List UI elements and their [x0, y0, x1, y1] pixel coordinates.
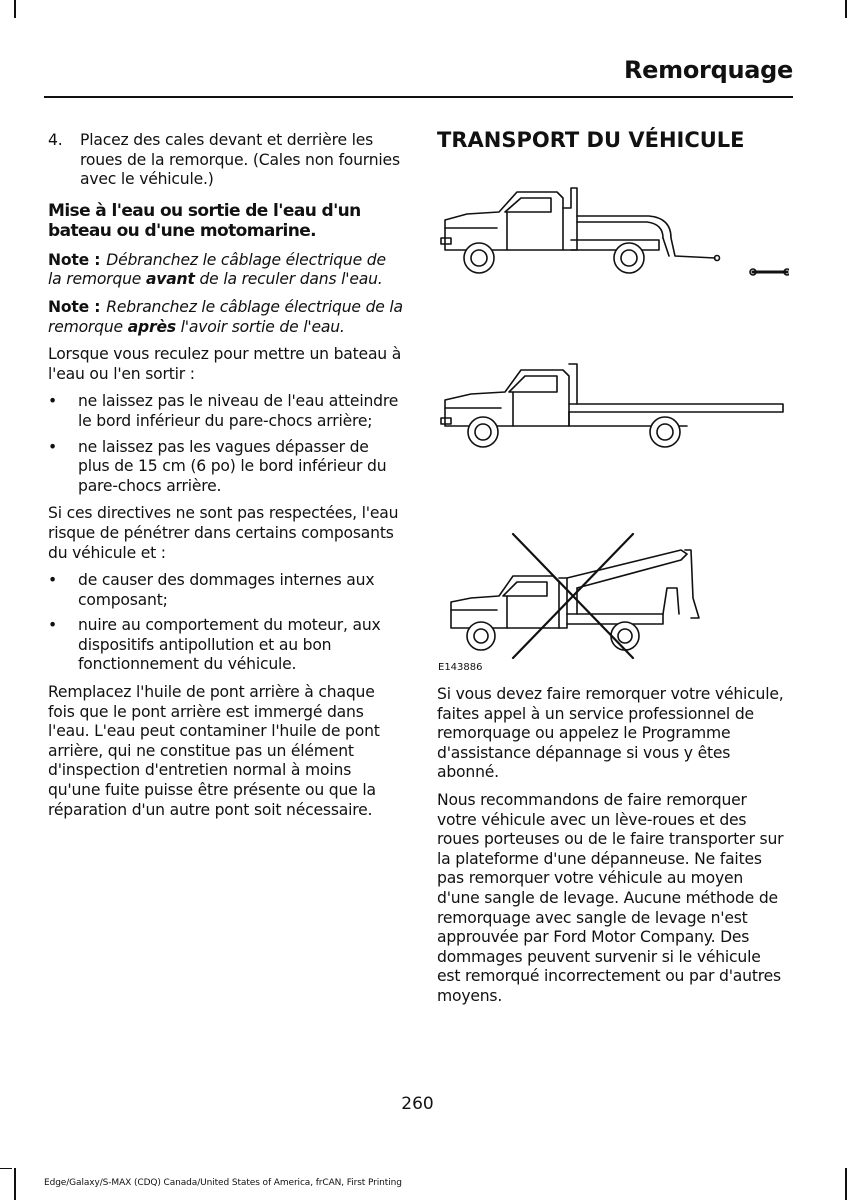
note — [48, 298, 403, 337]
right-column-text — [437, 685, 787, 1015]
list-item — [48, 392, 403, 431]
right-column — [437, 128, 787, 152]
header-rule — [44, 96, 793, 98]
section-heading: TRANSPORT DU VÉHICULE — [437, 128, 745, 152]
crop-mark — [845, 1168, 847, 1200]
note-emphasis: avant — [145, 270, 195, 289]
crop-mark — [845, 0, 847, 18]
left-column — [48, 131, 403, 828]
sling-tow-truck-icon — [451, 534, 699, 658]
list-item-text: ne laissez pas les vagues dépasser de plus de 15 cm (6 po) le bord inférieur du pare-chocs arrière. — [78, 437, 387, 495]
figure-id: E143886 — [438, 662, 483, 673]
list-item — [48, 616, 403, 675]
step-number: 4. — [48, 131, 63, 149]
paragraph: Nous recommandons de faire remorquer votre véhicule avec un lève-roues et des roues porteuses ou de le faire transporter sur la plateforme d'une dépanneuse. Ne faites pas remorquer votre véhicule au moyen d'une sangle de levage. Aucune méthode de remorquage avec sangle de levage n'est approuvée par Ford Motor Company. Des dommages peuvent survenir si le véhicule est remorqué incorrectement ou par d'autres moyens. — [437, 790, 784, 1005]
bullet-list — [48, 392, 403, 496]
crop-mark — [14, 1168, 16, 1200]
paragraph: Si vous devez faire remorquer votre véhicule, faites appel à un service professionnel de remorquage ou appelez le Programme d'assistance dépannage si vous y êtes abonné. — [437, 685, 784, 782]
list-item-text: nuire au comportement du moteur, aux dispositifs antipollution et au bon fonctionnement du véhicule. — [78, 616, 381, 674]
step-text: Placez des cales devant et derrière les roues de la remorque. (Cales non fournies avec le véhicule.) — [80, 131, 400, 189]
paragraph: Si ces directives ne sont pas respectées, l'eau risque de pénétrer dans certains composants du véhicule et : — [48, 504, 399, 562]
bullet-icon: • — [48, 571, 57, 590]
list-item — [48, 571, 403, 610]
crop-mark — [14, 0, 16, 18]
flatbed-truck-icon — [441, 364, 783, 447]
bullet-icon: • — [48, 437, 57, 456]
crop-mark — [0, 1168, 12, 1169]
page-title: Remorquage — [623, 56, 793, 84]
crop-mark — [0, 32, 2, 34]
note-label: Note : — [48, 297, 101, 316]
note-text: Rebranchez le câblage électrique de la remorque — [48, 297, 403, 336]
note-emphasis: après — [127, 317, 176, 336]
bullet-icon: • — [48, 616, 57, 635]
numbered-step — [48, 131, 403, 190]
footer-text: Edge/Galaxy/S-MAX (CDQ) Canada/United States of America, frCAN, First Printing — [44, 1178, 402, 1188]
note-text: de la reculer dans l'eau. — [194, 270, 383, 289]
bullet-list — [48, 571, 403, 675]
list-item — [48, 438, 403, 497]
paragraph: Lorsque vous reculez pour mettre un bateau à l'eau ou l'en sortir : — [48, 345, 402, 383]
note-text: Débranchez le câblage électrique de la remorque — [48, 250, 386, 289]
list-item-text: ne laissez pas le niveau de l'eau atteindre le bord inférieur du pare-chocs arrière; — [78, 392, 399, 430]
wheel-lift-tow-truck-icon — [441, 188, 789, 275]
page-number: 260 — [401, 1094, 434, 1114]
paragraph: Remplacez l'huile de pont arrière à chaque fois que le pont arrière est immergé dans l'eau. L'eau peut contaminer l'huile de pont arrière, qui ne constitue pas un élément d'inspection d'entretien normal à moins qu'une fuite puisse être présente ou que la réparation d'un autre pont soit nécessaire. — [48, 683, 380, 819]
list-item-text: de causer des dommages internes aux composant; — [78, 571, 375, 609]
subheading: Mise à l'eau ou sortie de l'eau d'un bateau ou d'une motomarine. — [48, 200, 361, 241]
note-text: l'avoir sortie de l'eau. — [175, 317, 345, 336]
bullet-icon: • — [48, 392, 57, 411]
note-label: Note : — [48, 250, 101, 269]
note — [48, 251, 403, 290]
towing-illustration — [437, 178, 789, 680]
